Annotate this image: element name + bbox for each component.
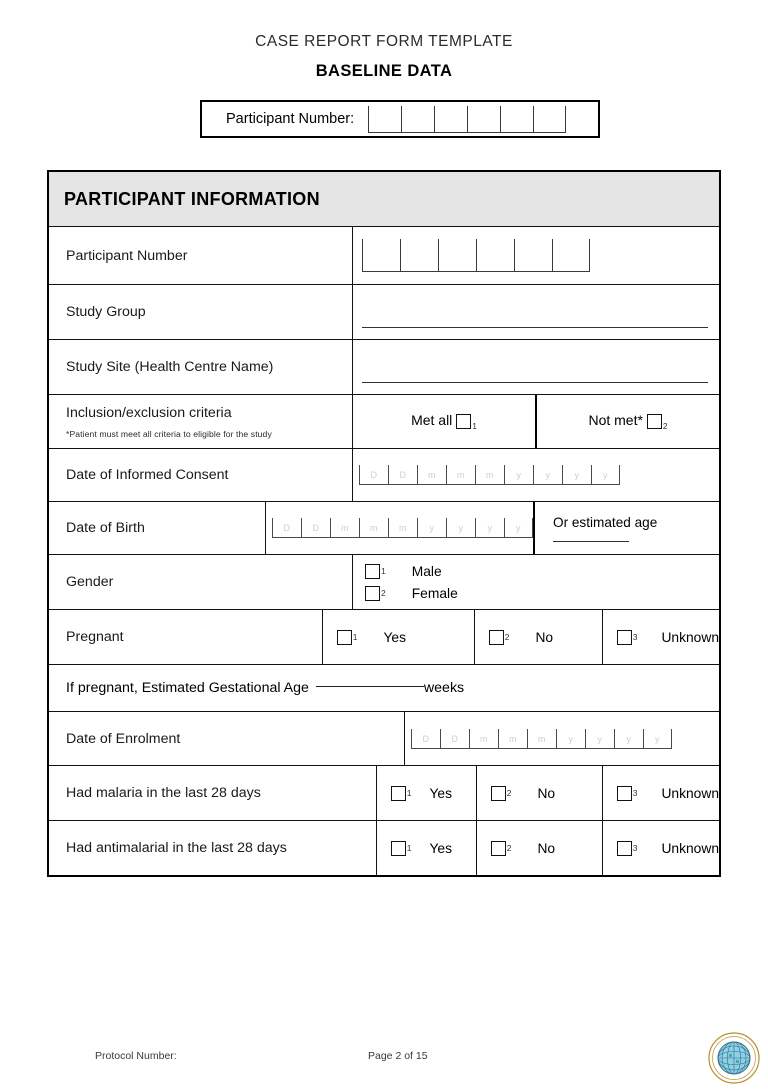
date-cell[interactable]: y (504, 465, 533, 485)
pregnant-option-no[interactable] (475, 610, 603, 664)
had-malaria-option-unknown[interactable] (603, 766, 719, 820)
row-label-cell (49, 821, 377, 875)
gender-male-checkbox[interactable] (365, 564, 380, 579)
row-value-cell (353, 227, 719, 284)
option-index: 1 (406, 788, 412, 798)
row-value-cell (377, 821, 719, 875)
date-cell[interactable]: y (475, 518, 504, 538)
pregnant-yes-label: Yes (383, 629, 406, 645)
row-label-cell (49, 712, 405, 765)
row-label: Study Group (66, 304, 146, 320)
row-value-cell (353, 285, 719, 339)
date-group (504, 465, 620, 485)
table-row-date-informed-consent (49, 448, 719, 501)
participant-number-input[interactable] (362, 239, 590, 272)
date-cell[interactable]: m (498, 729, 527, 749)
row-value-cell (353, 555, 719, 609)
had-antimalarial-yes-checkbox[interactable] (391, 841, 406, 856)
not-met-label: Not met* (588, 412, 643, 429)
date-cell[interactable]: m (446, 465, 475, 485)
pregnant-option-unknown[interactable] (603, 610, 719, 664)
date-cell[interactable]: y (614, 729, 643, 749)
option-index: 1 (381, 566, 386, 576)
row-label-cell (49, 449, 353, 501)
pregnant-unknown-checkbox[interactable] (617, 630, 632, 645)
digit-cell[interactable] (401, 106, 434, 133)
date-cell[interactable]: D (388, 465, 417, 485)
organisation-logo (707, 1032, 761, 1084)
estimated-age-cell (533, 502, 719, 554)
row-label: Study Site (Health Centre Name) (66, 359, 274, 375)
option-index: 1 (352, 632, 358, 642)
date-cell[interactable]: m (359, 518, 388, 538)
row-value-cell (353, 449, 719, 501)
pregnant-no-label: No (535, 629, 554, 645)
table-row-gender (49, 554, 719, 609)
row-footnote: *Patient must meet all criteria to eligible for the study (66, 428, 272, 439)
date-group (417, 518, 533, 538)
had-antimalarial-unknown-label: Unknown (661, 840, 719, 856)
had-malaria-options (377, 766, 719, 820)
had-malaria-no-label: No (537, 785, 556, 801)
row-label: Date of Informed Consent (66, 467, 229, 483)
date-group (330, 518, 417, 538)
date-cell[interactable]: m (417, 465, 446, 485)
digit-cell[interactable] (362, 239, 400, 272)
table-row-participant-number (49, 227, 719, 284)
digit-cell[interactable] (434, 106, 467, 133)
pregnant-option-yes[interactable] (323, 610, 475, 664)
digit-cell[interactable] (500, 106, 533, 133)
had-malaria-yes-label: Yes (429, 785, 452, 801)
row-label-cell (49, 340, 353, 394)
gender-option-female[interactable] (365, 586, 458, 601)
date-cell[interactable]: m (469, 729, 498, 749)
option-index: 2 (506, 843, 512, 853)
date-group (411, 729, 469, 749)
digit-cell[interactable] (438, 239, 476, 272)
table-row-had-antimalarial (49, 820, 719, 875)
table-row-date-enrolment (49, 711, 719, 765)
option-index: 3 (632, 843, 638, 853)
date-group (359, 465, 417, 485)
pregnant-yes-checkbox[interactable] (337, 630, 352, 645)
date-cell[interactable]: m (475, 465, 504, 485)
row-value-cell (266, 502, 719, 554)
gestational-age-unit: weeks (423, 680, 465, 696)
pregnant-unknown-label: Unknown (661, 629, 719, 645)
had-antimalarial-no-label: No (537, 840, 556, 856)
estimated-age-input[interactable] (553, 541, 629, 542)
row-value-cell (323, 610, 719, 664)
gestational-age-cell (49, 665, 719, 711)
section-header (49, 172, 719, 227)
option-index: 2 (504, 632, 510, 642)
row-label-cell (49, 502, 266, 554)
table-row-pregnant (49, 609, 719, 664)
table-row-had-malaria (49, 765, 719, 820)
row-label: Pregnant (66, 629, 124, 645)
table-row-gestational-age (49, 664, 719, 711)
date-group (417, 465, 504, 485)
pregnant-options (323, 610, 719, 664)
had-antimalarial-yes-label: Yes (429, 840, 452, 856)
table-row-inclusion-exclusion (49, 394, 719, 448)
date-cell[interactable]: y (504, 518, 533, 538)
date-group (469, 729, 556, 749)
date-cell[interactable]: D (272, 518, 301, 538)
date-cell[interactable]: y (585, 729, 614, 749)
form-template-title: CASE REPORT FORM TEMPLATE (255, 33, 513, 50)
participant-information-table (47, 170, 721, 877)
row-label-cell (49, 227, 353, 284)
page-footer (0, 1050, 768, 1070)
option-index: 3 (632, 788, 638, 798)
date-cell[interactable]: D (411, 729, 440, 749)
gender-female-label: Female (411, 585, 458, 601)
had-malaria-yes-checkbox[interactable] (391, 786, 406, 801)
date-cell[interactable]: m (527, 729, 556, 749)
date-cell[interactable]: m (388, 518, 417, 538)
date-cell[interactable]: y (562, 465, 591, 485)
had-malaria-no-checkbox[interactable] (491, 786, 506, 801)
row-label: Had antimalarial in the last 28 days (66, 840, 287, 856)
digit-cell[interactable] (552, 239, 590, 272)
date-informed-consent-input[interactable] (359, 465, 620, 485)
had-malaria-option-no[interactable] (477, 766, 603, 820)
date-cell[interactable]: D (359, 465, 388, 485)
row-label: Had malaria in the last 28 days (66, 785, 261, 801)
option-index: 3 (632, 632, 638, 642)
header-participant-number-label: Participant Number: (226, 111, 355, 127)
date-cell[interactable]: D (301, 518, 330, 538)
had-antimalarial-no-checkbox[interactable] (491, 841, 506, 856)
row-value-cell (377, 766, 719, 820)
row-label-cell (49, 610, 323, 664)
digit-cell[interactable] (368, 106, 401, 133)
row-label: Gender (66, 574, 114, 590)
date-cell[interactable]: y (591, 465, 620, 485)
row-value-cell (405, 712, 719, 765)
row-label-cell (49, 766, 377, 820)
date-of-birth-input[interactable] (272, 518, 533, 538)
row-label-cell (49, 395, 353, 448)
had-antimalarial-options (377, 821, 719, 875)
date-cell[interactable]: y (417, 518, 446, 538)
not-met-option[interactable] (537, 395, 719, 448)
protocol-number-label: Protocol Number: (95, 1050, 177, 1062)
gender-option-male[interactable] (365, 564, 458, 579)
study-group-input[interactable] (362, 327, 708, 328)
row-label: Date of Birth (66, 520, 145, 536)
table-row-study-site (49, 339, 719, 394)
gender-female-checkbox[interactable] (365, 586, 380, 601)
estimated-age-label: Or estimated age (553, 514, 658, 530)
gestational-age-input[interactable] (316, 686, 424, 687)
had-antimalarial-unknown-checkbox[interactable] (617, 841, 632, 856)
option-index: 2 (506, 788, 512, 798)
digit-cell[interactable] (476, 239, 514, 272)
date-cell[interactable]: y (446, 518, 475, 538)
option-index: 2 (381, 588, 386, 598)
date-group (272, 518, 330, 538)
table-row-date-of-birth (49, 501, 719, 554)
had-antimalarial-option-unknown[interactable] (603, 821, 719, 875)
digit-cell[interactable] (400, 239, 438, 272)
had-malaria-option-yes[interactable] (377, 766, 477, 820)
digit-cell[interactable] (514, 239, 552, 272)
date-group (556, 729, 672, 749)
had-antimalarial-option-no[interactable] (477, 821, 603, 875)
pregnant-no-checkbox[interactable] (489, 630, 504, 645)
date-cell[interactable]: y (533, 465, 562, 485)
not-met-checkbox[interactable] (647, 414, 662, 429)
had-antimalarial-option-yes[interactable] (377, 821, 477, 875)
header-participant-number-box (200, 100, 600, 138)
gestational-age-label: If pregnant, Estimated Gestational Age (66, 680, 309, 696)
row-label: Inclusion/exclusion criteria (66, 404, 232, 421)
digit-cell[interactable] (533, 106, 566, 133)
row-value-cell (353, 395, 719, 448)
table-row-study-group (49, 284, 719, 339)
row-value-cell (353, 340, 719, 394)
had-malaria-unknown-checkbox[interactable] (617, 786, 632, 801)
date-cell[interactable]: y (556, 729, 585, 749)
option-index: 1 (406, 843, 412, 853)
gender-male-label: Male (411, 563, 442, 579)
met-all-label: Met all (411, 412, 453, 429)
date-enrolment-input[interactable] (411, 729, 672, 749)
date-cell[interactable]: D (440, 729, 469, 749)
row-label-cell (49, 285, 353, 339)
option-index: 1 (472, 420, 477, 431)
option-index: 2 (662, 420, 668, 431)
met-all-checkbox[interactable] (456, 414, 471, 429)
header-participant-number-input[interactable] (368, 106, 566, 133)
date-cell[interactable]: y (643, 729, 672, 749)
study-site-input[interactable] (362, 382, 708, 383)
row-label: Date of Enrolment (66, 730, 181, 747)
digit-cell[interactable] (467, 106, 500, 133)
date-cell[interactable]: m (330, 518, 359, 538)
row-label-cell (49, 555, 353, 609)
met-all-option[interactable] (353, 395, 537, 448)
row-label: Participant Number (66, 247, 188, 264)
page-title: BASELINE DATA (315, 62, 453, 80)
had-malaria-unknown-label: Unknown (661, 785, 719, 801)
page-number-label: Page 2 of 15 (368, 1050, 428, 1062)
section-header-label: PARTICIPANT INFORMATION (64, 188, 320, 209)
